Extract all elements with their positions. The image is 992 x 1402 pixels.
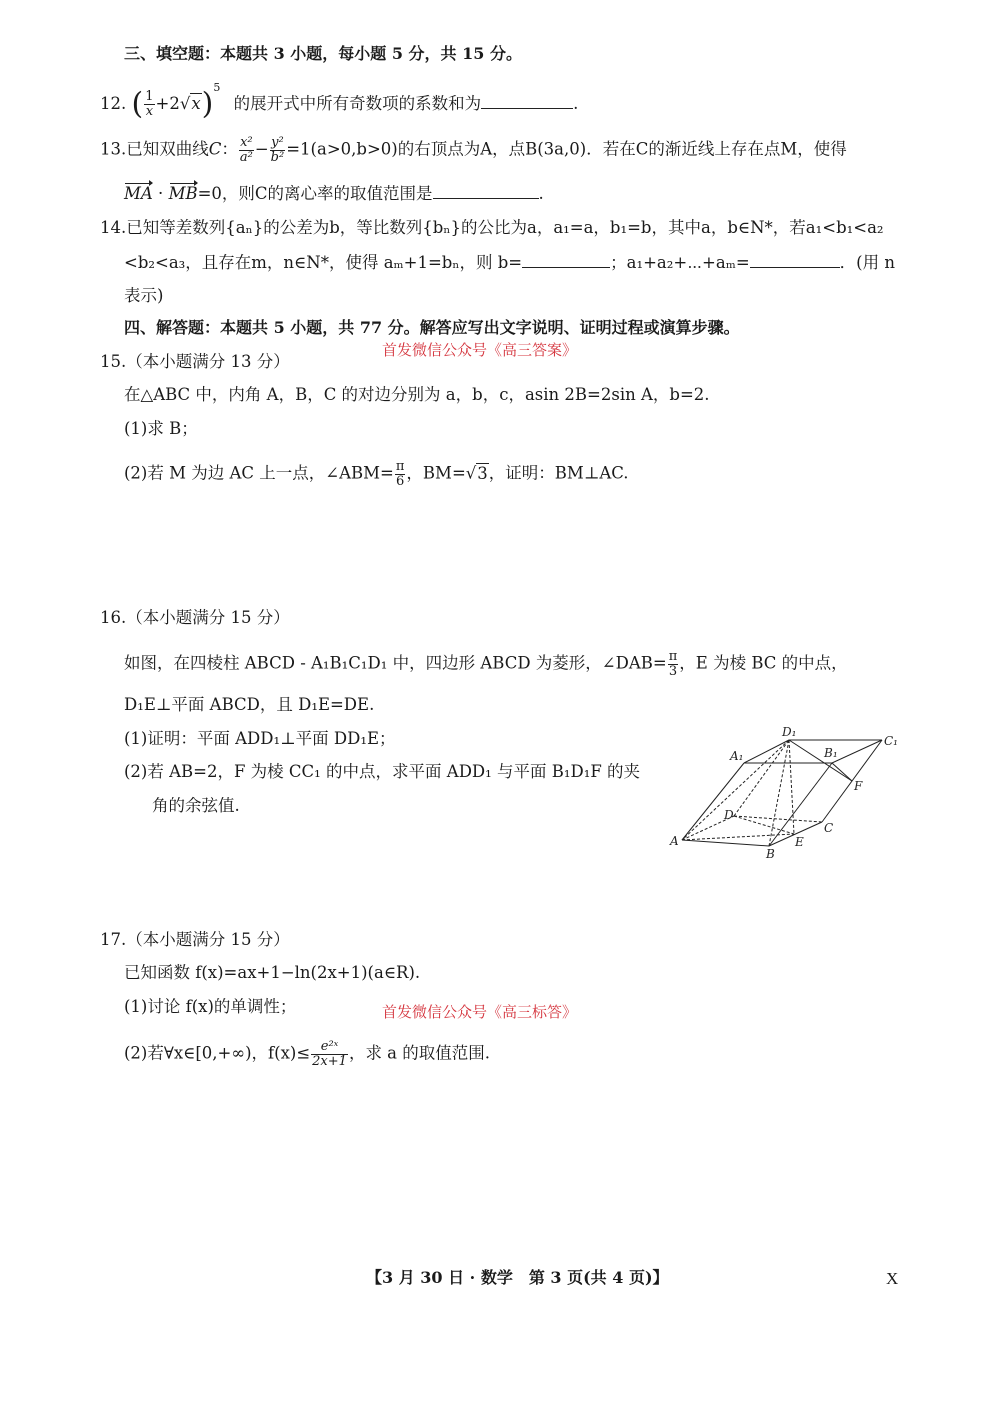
- watermark-text-1: 首发微信公众号《高三答案》: [382, 341, 578, 359]
- question-13-line-2: MA · MB=0，则C的离心率的取值范围是 .: [124, 184, 544, 203]
- question-17-header: 17.（本小题满分 15 分）: [100, 930, 290, 949]
- edge-DC: [734, 816, 822, 822]
- fraction: $\frac{\text{e²ˣ}}{2x+1}$: [312, 1039, 347, 1069]
- question-14-line-3: 表示): [124, 286, 164, 305]
- question-15-stem: 在△ABC 中，内角 A，B，C 的对边分别为 a，b，c，asin 2B=2sin A，b=2.: [124, 385, 710, 404]
- fraction: $\frac{\pi}{3}$: [668, 649, 678, 679]
- edge-AA1: [682, 763, 744, 840]
- question-15-header: 15.（本小题满分 13 分）: [100, 352, 290, 371]
- label-D: D: [724, 808, 734, 822]
- segment-D1F: [789, 740, 852, 781]
- fraction: $\frac{\text{y²}}{\text{b²}}$: [270, 135, 285, 165]
- label-F: F: [854, 779, 863, 793]
- question-16-part-2-cont: 角的余弦值.: [152, 796, 240, 815]
- segment-D1B: [769, 740, 789, 846]
- question-17-part-1: (1)讨论 f(x)的单调性；: [124, 997, 297, 1016]
- question-16-header: 16.（本小题满分 15 分）: [100, 608, 290, 627]
- answer-blank-sum[interactable]: [750, 266, 840, 268]
- question-number: 12.: [100, 94, 127, 113]
- prism-figure: [664, 718, 904, 858]
- answer-blank-b[interactable]: [522, 266, 610, 268]
- answer-blank[interactable]: [433, 197, 539, 199]
- fraction: $\frac{1}{x}$: [145, 89, 154, 119]
- answer-blank[interactable]: [481, 107, 573, 109]
- question-17-stem: 已知函数 f(x)=ax+1−ln(2x+1)(a∈R).: [124, 963, 421, 982]
- edge-B1C1: [832, 740, 882, 763]
- question-15-part-1: (1)求 B；: [124, 419, 198, 438]
- segment-B1F: [832, 763, 852, 781]
- label-B: B: [766, 847, 775, 858]
- exponent: 5: [213, 81, 221, 94]
- label-D1: D₁: [782, 725, 797, 739]
- question-16-part-1: (1)证明：平面 ADD₁⊥平面 DD₁E；: [124, 729, 396, 748]
- label-E: E: [795, 835, 804, 849]
- question-15-part-2: (2)若 M 为边 AC 上一点，∠ABM= $\frac{\pi}{6}$ ，BM=√3，证明：BM⊥AC.: [124, 459, 629, 489]
- section-header-solution: 四、解答题：本题共 5 小题，共 77 分。解答应写出文字说明、证明过程或演算步骤。: [124, 318, 740, 337]
- page-footer: 【3 月 30 日 · 数学 第 3 页(共 4 页)】: [366, 1268, 669, 1287]
- label-C: C: [824, 821, 834, 835]
- label-A1: A₁: [730, 749, 744, 763]
- edge-AB: [682, 840, 769, 846]
- question-12: 12. ( $\frac{1}{x}$ +2√x)$^5$ 的展开式中所有奇数项的系数和为 .: [100, 81, 579, 122]
- question-16-stem-2: D₁E⊥平面 ABCD，且 D₁E=DE.: [124, 695, 375, 714]
- fraction: $\frac{\text{x²}}{\text{a²}}$: [239, 135, 253, 165]
- segment-AE: [682, 834, 794, 840]
- question-17-part-2: (2)若∀x∈[0,+∞)，f(x)≤ $\frac{\text{e²ˣ}}{2x+1}$ ，求 a 的取值范围.: [124, 1039, 491, 1069]
- edge-A1D1: [744, 740, 789, 763]
- edge-BB1: [769, 763, 832, 846]
- question-13: 13.已知双曲线C： $\frac{\text{x²}}{\text{a²}}$ − $\frac{\text{y²}}{\text{b²}}$ =1(a>0,b>0)的右顶点为A，点B(3a,0)．若在C的渐近线上存在点M，使得: [100, 135, 847, 165]
- fraction: $\frac{\pi}{6}$: [395, 459, 405, 489]
- question-14-line-2: <b₂<a₃，且存在m，n∈N*，使得 aₘ+1=bₙ，则 b= ；a₁+a₂+⋯+aₘ= ．(用 n: [124, 253, 895, 272]
- watermark-text-2: 首发微信公众号《高三标答》: [382, 1003, 578, 1021]
- question-16-part-2: (2)若 AB=2，F 为棱 CC₁ 的中点，求平面 ADD₁ 与平面 B₁D₁F 的夹: [124, 762, 641, 781]
- label-C1: C₁: [884, 734, 898, 748]
- label-A: A: [670, 834, 679, 848]
- question-16-stem: 如图，在四棱柱 ABCD - A₁B₁C₁D₁ 中，四边形 ABCD 为菱形，∠DAB= $\frac{\pi}{3}$ ，E 为棱 BC 的中点，: [124, 649, 848, 679]
- label-B1: B₁: [824, 746, 838, 760]
- paper-code: X: [886, 1269, 899, 1288]
- question-14: 14.已知等差数列{aₙ}的公差为b，等比数列{bₙ}的公比为a，a₁=a，b₁=b，其中a，b∈N*，若a₁<b₁<a₂: [100, 218, 884, 237]
- section-header-fill-in: 三、填空题：本题共 3 小题，每小题 5 分，共 15 分。: [124, 44, 522, 63]
